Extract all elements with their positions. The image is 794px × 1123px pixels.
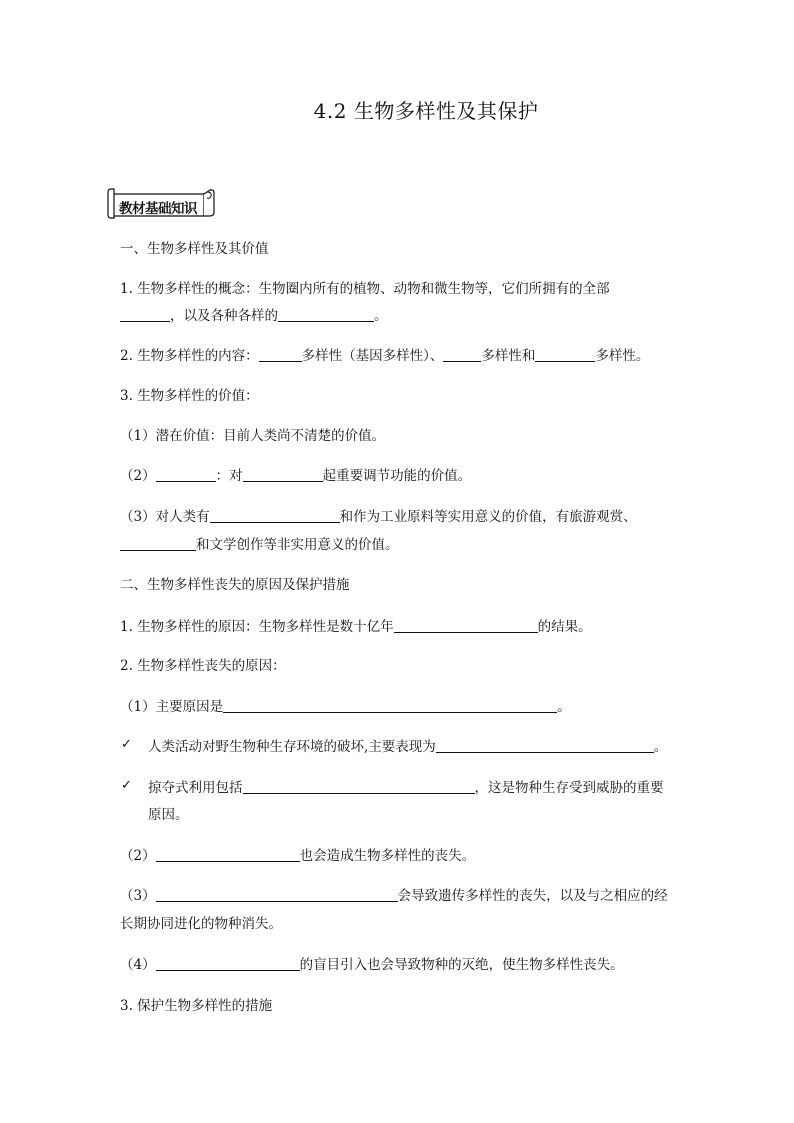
p1-line: 1. 生物多样性的原因：生物多样性是数十亿年 的结果。	[120, 619, 592, 635]
blank[interactable]	[535, 347, 595, 362]
q2-line: 2. 生物多样性的内容： 多样性（基因多样性）、 多样性和 多样性。	[120, 348, 650, 364]
p2-item-1: （1）主要原因是 。	[120, 699, 571, 715]
blank[interactable]	[436, 738, 654, 753]
blank[interactable]	[223, 698, 557, 713]
blank[interactable]	[156, 467, 216, 482]
blank[interactable]	[259, 347, 302, 362]
blank[interactable]	[120, 307, 170, 322]
bullet-2: 掠夺式利用包括 ，这是物种生存受到威胁的重要	[148, 780, 664, 796]
p2-item-3-cont: 长期协同进化的物种消失。	[120, 916, 282, 932]
q1-line2: ，以及各种各样的 。	[120, 306, 388, 326]
blank[interactable]	[210, 508, 340, 523]
bullet-1: 人类活动对野生物种生存环境的破坏,主要表现为 。	[148, 739, 668, 755]
p3-heading: 3. 保护生物多样性的措施	[120, 998, 273, 1014]
section-heading-2: 二、生物多样性丧失的原因及保护措施	[120, 577, 350, 593]
blank[interactable]	[156, 887, 398, 902]
section-badge: 教材基础知识	[119, 201, 197, 217]
p2-heading: 2. 生物多样性丧失的原因：	[120, 658, 286, 674]
checkmark-icon: ✓	[121, 737, 132, 752]
q3-item-3: （3）对人类有 和作为工业原料等实用意义的价值，有旅游观赏、	[120, 509, 637, 525]
p2-item-3: （3） 会导致遗传多样性的丧失，以及与之相应的经	[120, 888, 668, 904]
page-title: 4.2 生物多样性及其保护	[313, 99, 539, 123]
q1-line1: 1. 生物多样性的概念：生物圈内所有的植物、动物和微生物等，它们所拥有的全部	[120, 281, 610, 297]
checkmark-icon: ✓	[121, 778, 132, 793]
blank[interactable]	[120, 536, 196, 551]
bullet-2-cont: 原因。	[148, 807, 189, 823]
q3-heading: 3. 生物多样性的价值：	[120, 388, 259, 404]
q3-item-2: （2） ：对 起重要调节功能的价值。	[120, 468, 472, 484]
blank[interactable]	[156, 847, 300, 862]
blank[interactable]	[443, 347, 481, 362]
q3-item-1: （1）潜在价值：目前人类尚不清楚的价值。	[120, 428, 386, 444]
blank[interactable]	[278, 307, 374, 322]
blank[interactable]	[243, 779, 475, 794]
q3-item-3-cont: 和文学创作等非实用意义的价值。	[120, 535, 399, 555]
blank[interactable]	[243, 467, 323, 482]
p2-item-2: （2） 也会造成生物多样性的丧失。	[120, 848, 476, 864]
section-heading-1: 一、生物多样性及其价值	[120, 241, 269, 257]
blank[interactable]	[394, 618, 538, 633]
blank[interactable]	[156, 956, 300, 971]
p2-item-4: （4） 的盲目引入也会导致物种的灭绝，使生物多样性丧失。	[120, 957, 624, 973]
